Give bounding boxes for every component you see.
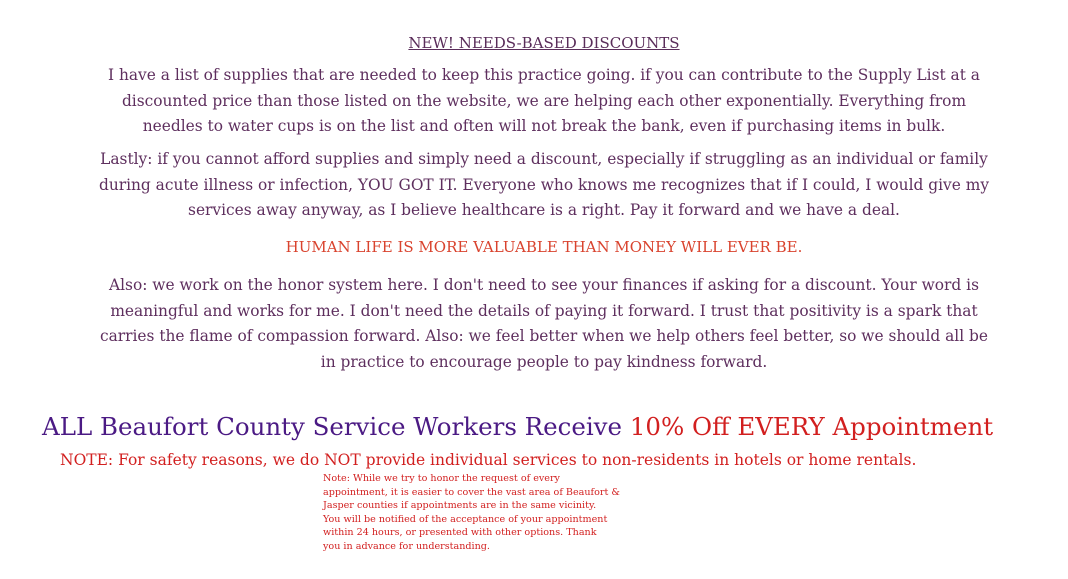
service-worker-promo <box>42 410 993 444</box>
paragraph-line: needles to water cups is on the list and often will not break the bank, even if purchasing items in bulk. <box>142 117 946 135</box>
note-line: Note: While we try to honor the request of every <box>323 473 560 484</box>
paragraph-line: discounted price than those listed on the website, we are helping each other exponentially. Everything from <box>121 91 967 110</box>
note-line: within 24 hours, or presented with other options. Thank <box>323 527 597 539</box>
appointment-note <box>323 472 633 554</box>
note-line: you in advance for understanding. <box>323 540 490 552</box>
paragraph-line: services away anyway, as I believe healthcare is a right. Pay it forward and we have a deal. <box>188 201 900 219</box>
honor-system-paragraph <box>84 273 1004 375</box>
promo-text: ALL Beaufort County Service Workers Receive <box>42 412 630 441</box>
note-line: appointment, it is easier to cover the vast area of Beaufort & <box>323 486 620 498</box>
paragraph-line: Also: we work on the honor system here. I don't need to see your finances if asking for a discount. Your word is <box>109 276 979 294</box>
paragraph-line: in practice to encourage people to pay kindness forward. <box>320 352 768 371</box>
paragraph-line: I have a list of supplies that are needed to keep this practice going. if you can contribute to the Supply List at a <box>108 66 980 84</box>
note-line: Jasper counties if appointments are in the same vicinity. <box>323 500 597 512</box>
section-heading: NEW! NEEDS-BASED DISCOUNTS <box>408 34 680 52</box>
discount-paragraph <box>84 147 1004 224</box>
note-line: You will be notified of the acceptance of your appointment <box>323 513 608 525</box>
paragraph-line: during acute illness or infection, YOU GOT IT. Everyone who knows me recognizes that if I could, I would give my <box>98 175 990 194</box>
paragraph-line: meaningful and works for me. I don't need the details of paying it forward. I trust that positivity is a spark that <box>110 301 978 320</box>
paragraph-line: carries the flame of compassion forward. Also: we feel better when we help others feel better, so we should all be <box>100 327 988 345</box>
tagline: HUMAN LIFE IS MORE VALUABLE THAN MONEY WILL EVER BE. <box>285 238 803 256</box>
supply-list-paragraph <box>84 63 1004 140</box>
paragraph-line: Lastly: if you cannot afford supplies and simply need a discount, especially if struggling as an individual or family <box>100 150 988 168</box>
safety-note: NOTE: For safety reasons, we do NOT provide individual services to non-residents in hotels or home rentals. <box>60 451 917 469</box>
promo-discount: 10% Off EVERY Appointment <box>629 412 994 441</box>
